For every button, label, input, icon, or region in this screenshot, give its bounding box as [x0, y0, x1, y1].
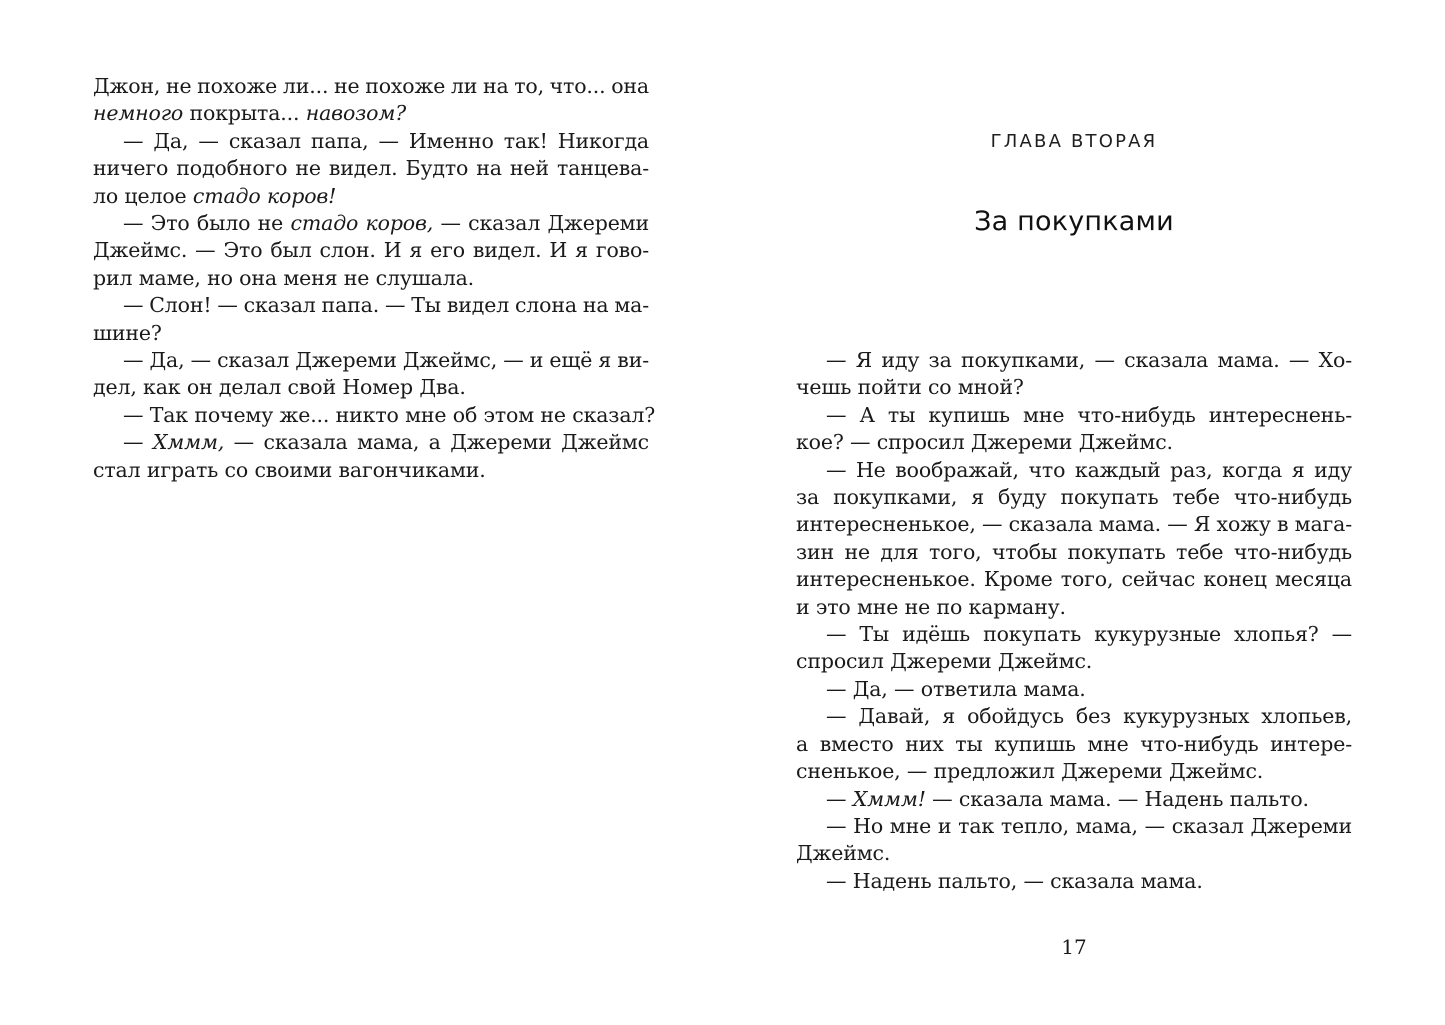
text-span: Джеймс.: [796, 841, 891, 866]
text-line: [93, 100, 649, 127]
text-line: [796, 484, 1352, 511]
text-line: [93, 237, 649, 264]
text-span: — Так почему же... никто мне об этом не сказал?: [123, 402, 656, 427]
text-span: — сказала мама. — Надень пальто.: [925, 786, 1309, 811]
text-line: [93, 265, 649, 292]
text-line: [796, 758, 1352, 785]
text-span: чешь пойти со мной?: [796, 375, 1024, 400]
text-line: [93, 292, 649, 319]
italic-text: стадо коров,: [290, 211, 434, 236]
text-line: [796, 621, 1352, 648]
text-line: [93, 73, 649, 100]
text-span: интересненькое. Кроме того, сейчас конец месяца: [796, 567, 1352, 592]
italic-text: навозом?: [305, 101, 407, 126]
text-span: — сказал Джереми: [433, 211, 649, 236]
text-line: [796, 539, 1352, 566]
text-span: — Слон! — сказал папа. — Ты видел слона на ма-: [123, 293, 649, 318]
text-span: — Да, — сказал Джереми Джеймс, — и ещё я ви-: [123, 348, 649, 373]
text-span: — Ты идёшь покупать кукурузные хлопья? —: [826, 622, 1352, 647]
text-line: [796, 374, 1352, 401]
text-span: — Надень пальто, — сказала мама.: [826, 868, 1203, 893]
text-span: —: [123, 430, 153, 455]
text-line: [796, 511, 1352, 538]
text-span: — сказала мама, а Джереми Джеймс: [224, 430, 649, 455]
text-span: — Давай, я обойдусь без кукурузных хлопьев,: [826, 704, 1352, 729]
text-span: а вместо них ты купишь мне что-нибудь интере-: [796, 731, 1352, 756]
text-line: [796, 676, 1352, 703]
left-page: [93, 0, 656, 1025]
text-line: [93, 320, 649, 347]
text-span: — Да, — сказал папа, — Именно так! Никогда: [123, 128, 649, 153]
text-line: [93, 128, 649, 155]
text-span: — А ты купишь мне что-нибудь интереснень-: [826, 402, 1352, 427]
text-line: [93, 347, 649, 374]
chapter-title: За покупками: [974, 206, 1174, 237]
text-line: [796, 457, 1352, 484]
text-span: зин не для того, чтобы покупать тебе что-нибудь: [796, 539, 1352, 564]
text-line: [796, 429, 1352, 456]
text-line: [93, 155, 649, 182]
text-span: Джон, не похоже ли... не похоже ли на то, что... она: [93, 74, 649, 98]
text-line: [93, 183, 649, 210]
text-span: дел, как он делал свой Номер Два.: [93, 375, 466, 400]
text-line: [796, 703, 1352, 730]
text-span: шине?: [93, 320, 162, 345]
text-line: [796, 594, 1352, 621]
left-page-text: [93, 73, 656, 484]
text-span: ло целое: [93, 183, 193, 208]
text-line: [93, 402, 656, 429]
text-span: интересненькое, — сказала мама. — Я хожу в мага-: [796, 512, 1352, 537]
text-span: рил маме, но она меня не слушала.: [93, 265, 475, 290]
text-line: [796, 786, 1352, 813]
text-span: ничего подобного не видел. Будто на ней танцева-: [93, 156, 649, 181]
text-line: [796, 648, 1352, 675]
text-span: кое? — спросил Джереми Джеймс.: [796, 430, 1173, 455]
text-line: [796, 731, 1352, 758]
text-line: [796, 347, 1352, 374]
text-line: [796, 566, 1352, 593]
text-span: — Да, — ответила мама.: [826, 676, 1086, 701]
text-span: за покупками, я буду покупать тебе что-нибудь: [796, 485, 1352, 510]
text-line: [796, 868, 1352, 895]
text-line: [796, 813, 1352, 840]
text-line: [796, 840, 1352, 867]
text-span: — Это было не: [123, 211, 291, 236]
text-line: [93, 457, 649, 484]
text-span: и это мне не по карману.: [796, 594, 1066, 619]
text-span: сненькое, — предложил Джереми Джеймс.: [796, 759, 1264, 784]
italic-text: стадо коров!: [192, 183, 337, 208]
text-line: [796, 402, 1352, 429]
text-span: покрыта...: [183, 101, 306, 126]
text-span: стал играть со своими вагончиками.: [93, 457, 486, 482]
text-span: — Но мне и так тепло, мама, — сказал Джереми: [826, 813, 1352, 838]
chapter-label: ГЛАВА ВТОРАЯ: [990, 131, 1158, 152]
text-span: — Я иду за покупками, — сказала мама. — Хо-: [826, 348, 1352, 372]
text-line: [93, 429, 649, 456]
text-span: — Не воображай, что каждый раз, когда я иду: [826, 457, 1352, 482]
text-line: [93, 374, 649, 401]
text-span: —: [826, 786, 853, 811]
text-span: спросил Джереми Джеймс.: [796, 649, 1093, 674]
page-number: 17: [1061, 935, 1087, 959]
italic-text: Хммм!: [852, 786, 926, 811]
text-line: [93, 210, 649, 237]
text-span: Джеймс. — Это был слон. И я его видел. И я гово-: [93, 238, 649, 263]
right-page-text: [796, 347, 1352, 895]
right-page: [796, 0, 1352, 1025]
italic-text: Хммм,: [152, 430, 225, 455]
italic-text: немного: [93, 101, 184, 126]
